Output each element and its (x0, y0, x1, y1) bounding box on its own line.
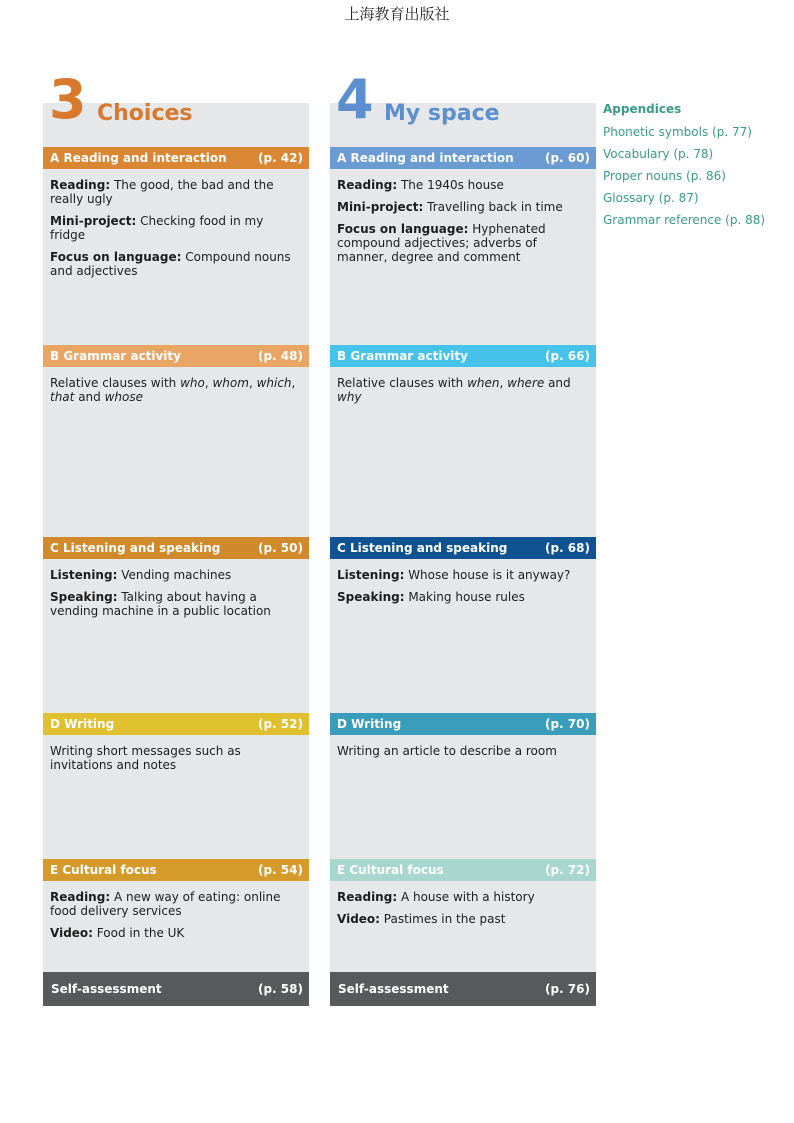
section-page: (p. 52) (258, 717, 303, 731)
section-header-d[interactable] (330, 713, 596, 735)
section-line: Focus on language: Compound nouns and adjectives (50, 250, 291, 278)
appendices-heading: Appendices (603, 102, 682, 116)
unit-number: 3 (49, 68, 87, 131)
section-label: B Grammar activity (337, 349, 468, 363)
section-body (50, 890, 296, 948)
section-line: Relative clauses with who, whom, which, that and whose (50, 376, 296, 404)
section-page: (p. 42) (258, 151, 303, 165)
section-body (50, 744, 296, 780)
section-page: (p. 50) (258, 541, 303, 555)
section-label: E Cultural focus (337, 863, 444, 877)
appendix-item[interactable]: Phonetic symbols (p. 77) (603, 125, 752, 139)
unit-3-header (49, 68, 309, 143)
self-assessment-page: (p. 58) (258, 982, 303, 996)
section-page: (p. 72) (545, 863, 590, 877)
section-line: Writing an article to describe a room (337, 744, 557, 758)
section-line: Listening: Vending machines (50, 568, 232, 582)
unit-title: Choices (97, 101, 193, 126)
section-line: Speaking: Talking about having a vending machine in a public location (50, 590, 271, 618)
section-line: Video: Food in the UK (50, 926, 185, 940)
unit-4-header (336, 68, 596, 143)
section-header-e[interactable] (43, 859, 309, 881)
self-assessment-bar[interactable] (330, 972, 596, 1006)
appendix-item[interactable]: Grammar reference (p. 88) (603, 213, 766, 227)
section-label: A Reading and interaction (50, 151, 227, 165)
unit-title: My space (384, 101, 500, 126)
section-header-b[interactable] (43, 345, 309, 367)
section-page: (p. 60) (545, 151, 590, 165)
self-assessment-label: Self-assessment (338, 982, 449, 996)
section-line: Listening: Whose house is it anyway? (337, 568, 571, 582)
section-header-c[interactable] (43, 537, 309, 559)
appendices-list (603, 102, 773, 235)
section-label: D Writing (337, 717, 402, 731)
section-line: Relative clauses with when, where and why (337, 376, 571, 404)
section-line: Reading: The 1940s house (337, 178, 504, 192)
section-header-a[interactable] (330, 147, 596, 169)
section-line: Reading: A new way of eating: online food delivery services (50, 890, 281, 918)
self-assessment-label: Self-assessment (51, 982, 162, 996)
section-header-b[interactable] (330, 345, 596, 367)
section-line: Speaking: Making house rules (337, 590, 525, 604)
section-page: (p. 68) (545, 541, 590, 555)
section-page: (p. 66) (545, 349, 590, 363)
publisher-name: 上海教育出版社 (344, 5, 450, 23)
section-body (50, 178, 296, 286)
section-label: A Reading and interaction (337, 151, 514, 165)
section-header-c[interactable] (330, 537, 596, 559)
section-line: Mini-project: Checking food in my fridge (50, 214, 264, 242)
section-header-a[interactable] (43, 147, 309, 169)
section-page: (p. 70) (545, 717, 590, 731)
section-label: C Listening and speaking (50, 541, 221, 555)
section-body (337, 744, 583, 766)
section-header-d[interactable] (43, 713, 309, 735)
unit-number: 4 (336, 68, 374, 131)
unit-4-panel (330, 68, 596, 1006)
section-body (337, 890, 583, 934)
section-header-e[interactable] (330, 859, 596, 881)
section-page: (p. 54) (258, 863, 303, 877)
section-label: D Writing (50, 717, 115, 731)
section-line: Writing short messages such as invitations and notes (50, 744, 241, 772)
appendix-item[interactable]: Vocabulary (p. 78) (603, 147, 714, 161)
section-body (337, 376, 583, 412)
unit-3-panel (43, 68, 309, 1006)
self-assessment-page: (p. 76) (545, 982, 590, 996)
section-line: Reading: The good, the bad and the really ugly (50, 178, 274, 206)
section-line: Reading: A house with a history (337, 890, 535, 904)
section-line: Video: Pastimes in the past (337, 912, 506, 926)
section-label: E Cultural focus (50, 863, 157, 877)
section-body (337, 178, 583, 272)
section-label: B Grammar activity (50, 349, 181, 363)
section-label: C Listening and speaking (337, 541, 508, 555)
section-page: (p. 48) (258, 349, 303, 363)
self-assessment-bar[interactable] (43, 972, 309, 1006)
section-line: Focus on language: Hyphenated compound adjectives; adverbs of manner, degree and comment (337, 222, 546, 264)
section-body (50, 568, 296, 626)
appendix-item[interactable]: Proper nouns (p. 86) (603, 169, 726, 183)
section-body (337, 568, 583, 612)
appendix-item[interactable]: Glossary (p. 87) (603, 191, 699, 205)
section-line: Mini-project: Travelling back in time (337, 200, 563, 214)
section-body (50, 376, 296, 412)
